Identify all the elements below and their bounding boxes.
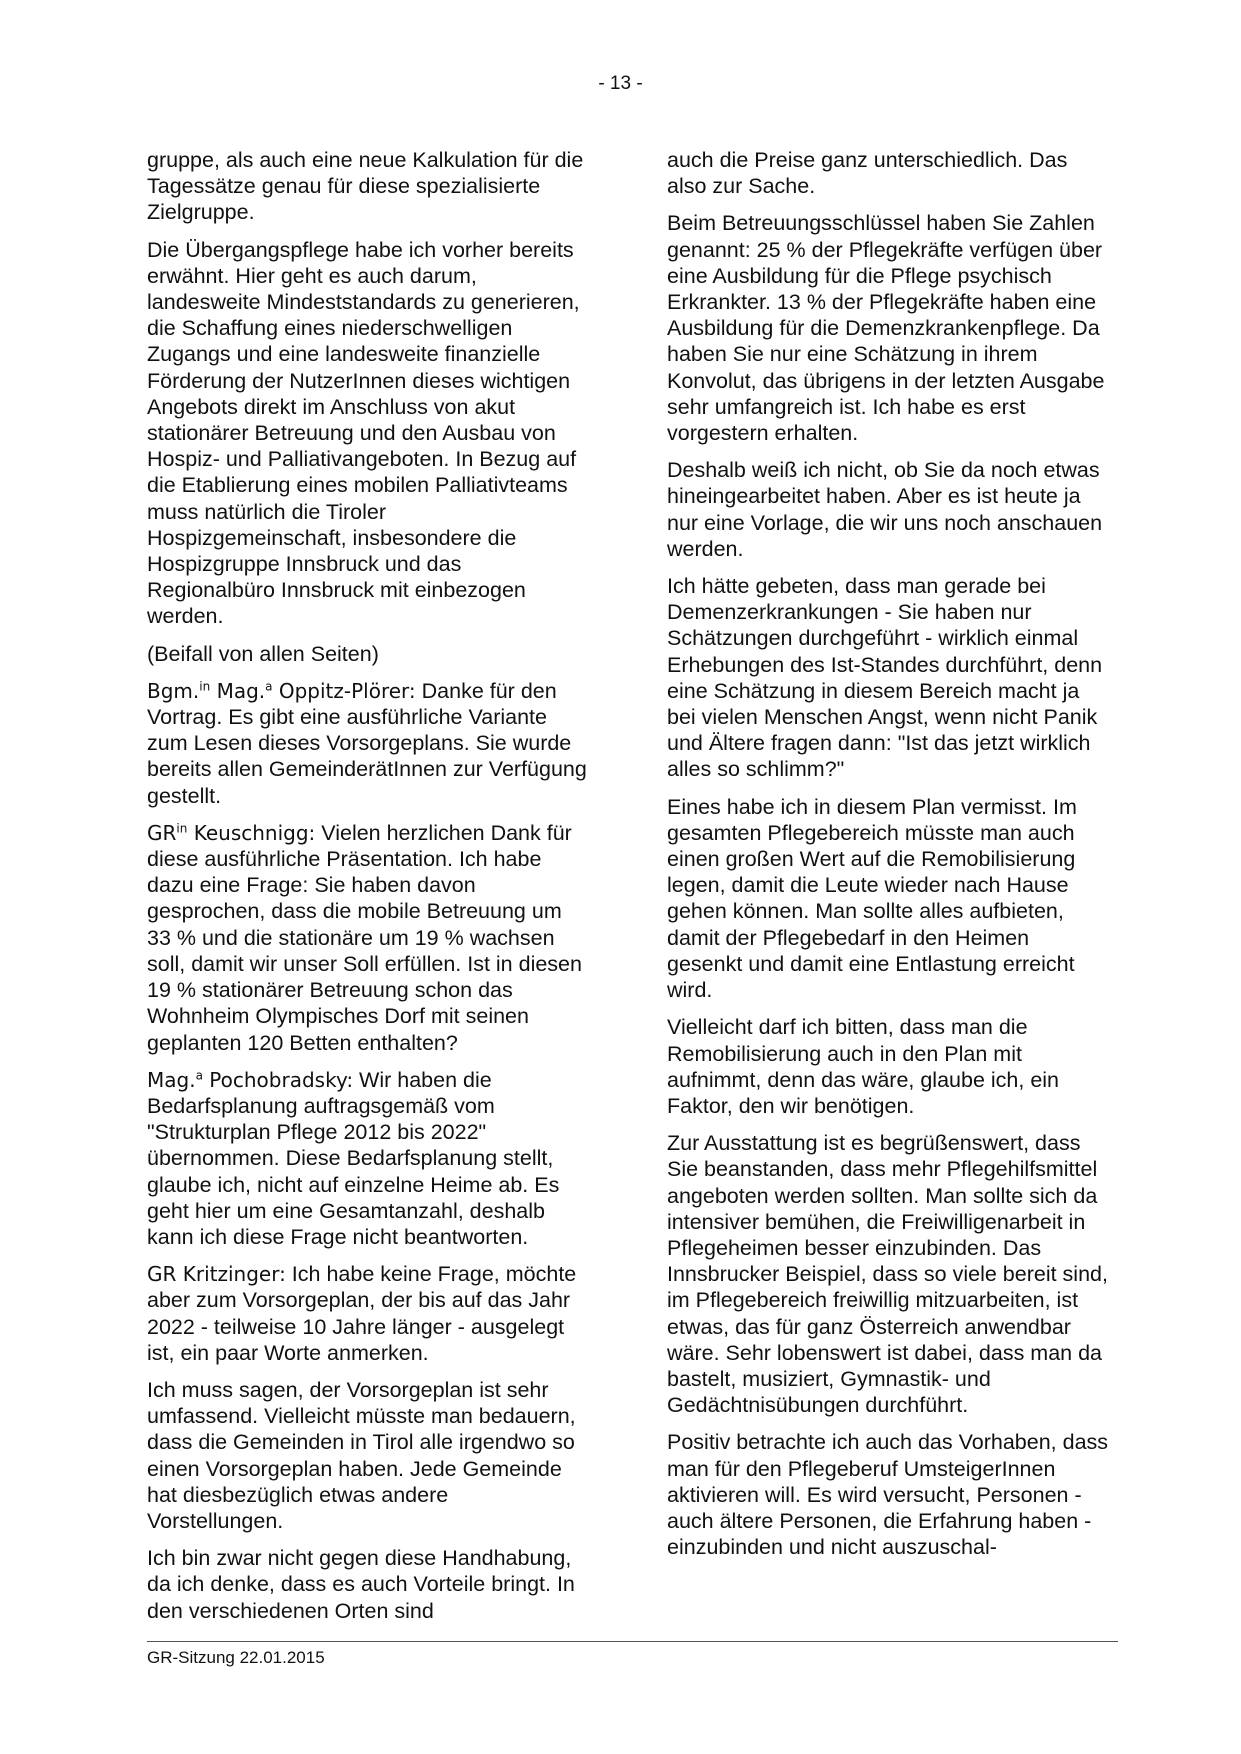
paragraph: Ich bin zwar nicht gegen diese Handhabung, da ich denke, dass es auch Vorteile bringt. In den verschiedenen Orten sind (147, 1546, 575, 1623)
speaker-name: $GR^{in}$ Keuschnigg: (147, 820, 316, 845)
paragraph: gruppe, als auch eine neue Kalkulation für die Tagessätze genau für diese spezialisierte Zielgruppe. (147, 148, 584, 225)
speech-text: Danke für den Vortrag. Es gibt eine ausführliche Variante zum Lesen dieses Vorsorgeplans. Sie wurde bereits allen GemeinderätInnen zur Verfügung gestellt. (147, 678, 587, 808)
paragraph: Vielleicht darf ich bitten, dass man die Remobilisierung auch in den Plan mit aufnimmt, denn das wäre, glaube ich, ein Faktor, den wir benötigen. (667, 1015, 1060, 1118)
footer-divider (147, 1641, 1118, 1642)
speaker-name: GR Kritzinger: (147, 1262, 286, 1287)
paragraph: Ich hätte gebeten, dass man gerade bei Demenzerkrankungen - Sie haben nur Schätzungen durchgeführt - wirklich einmal Erhebungen des Ist-Standes durchführt, denn eine Schätzung in diesem Bereich macht ja bei vielen Menschen Angst, wenn nicht Panik und Ältere fragen dann: "Ist das jetzt wirklich alles so schlimm?" (667, 574, 1103, 782)
speaker-name: Bgm.$^{in}$ Mag.$^a$ Oppitz-Plörer: (147, 678, 416, 703)
left-column (147, 147, 590, 1635)
paragraph: Ich muss sagen, der Vorsorgeplan ist sehr umfassend. Vielleicht müsste man bedauern, dass die Gemeinden in Tirol alle irgendwo so einen Vorsorgeplan haben. Jede Gemeinde hat diesbezüglich etwas andere Vorstellungen. (147, 1377, 576, 1533)
paragraph: Die Übergangspflege habe ich vorher bereits erwähnt. Hier geht es auch darum, landesweite Mindeststandards zu generieren, die Schaffung eines niederschwelligen Zugangs und eine landesweite finanzielle Förderung der NutzerInnen dieses wichtigen Angebots direkt im Anschluss von akut stationärer Betreuung und den Ausbau von Hospiz- und Palliativangeboten. In Bezug auf die Etablierung eines mobilen Palliativteams muss natürlich die Tiroler Hospizgemeinschaft, insbesondere die Hospizgruppe Innsbruck und das Regionalbüro Innsbruck mit einbezogen werden. (147, 237, 580, 629)
paragraph: Positiv betrachte ich auch das Vorhaben, dass man für den Pflegeberuf UmsteigerInnen aktivieren will. Es wird versucht, Personen - auch ältere Personen, die Erfahrung haben - einzubinden und nicht auszuschal- (667, 1430, 1109, 1560)
paragraph: Beim Betreuungsschlüssel haben Sie Zahlen genannt: 25 % der Pflegekräfte verfügen über eine Ausbildung für die Pflege psychisch Erkrankter. 13 % der Pflegekräfte haben eine Ausbildung für die Demenzkrankenpflege. Da haben Sie nur eine Schätzung in ihrem Konvolut, das übrigens in der letzten Ausgabe sehr umfangreich ist. Ich habe es erst vorgestern erhalten. (667, 211, 1105, 446)
paragraph: Zur Ausstattung ist es begrüßenswert, dass Sie beanstanden, dass mehr Pflegehilfsmittel angeboten werden sollten. Man sollte sich da intensiver bemühen, die Freiwilligenarbeit in Pflegeheimen besser einzubinden. Das Innsbrucker Beispiel, dass so viele bereit sind, im Pflegebereich freiwillig mitzuarbeiten, ist etwas, das für ganz Österreich anwendbar wäre. Sehr lobenswert ist dabei, dass man da bastelt, musiziert, Gymnastik- und Gedächtnisübungen durchführt. (667, 1131, 1108, 1418)
footer-session-date: GR-Sitzung 22.01.2015 (147, 1648, 325, 1667)
paragraph (147, 1261, 590, 1366)
speaker-name: Mag.$^a$ Pochobradsky: (147, 1067, 354, 1092)
speech-text: Vielen herzlichen Dank für diese ausführliche Präsentation. Ich habe dazu eine Frage: Sie haben davon gesprochen, dass die mobile Betreuung um 33 % und die stationäre um 19 % wachsen soll, damit wir unser Soll erfüllen. Ist in diesen 19 % stationärer Betreuung schon das Wohnheim Olympisches Dorf mit seinen geplanten 120 Betten enthalten? (147, 820, 582, 1055)
paragraph (147, 820, 590, 1056)
right-column (667, 147, 1110, 1571)
paragraph: Deshalb weiß ich nicht, ob Sie da noch etwas hineingearbeitet haben. Aber es ist heute ja nur eine Vorlage, die wir uns noch anschauen werden. (667, 458, 1103, 561)
paragraph: Eines habe ich in diesem Plan vermisst. Im gesamten Pflegebereich müsste man auch einen großen Wert auf die Remobilisierung legen, damit die Leute wieder nach Hause gehen können. Man sollte alles aufbieten, damit der Pflegebedarf in den Heimen gesenkt und damit eine Entlastung erreicht wird. (667, 794, 1077, 1003)
speech-text: Ich habe keine Frage, möchte aber zum Vorsorgeplan, der bis auf das Jahr 2022 - teilweise 10 Jahre länger - ausgelegt ist, ein paar Worte anmerken. (147, 1262, 577, 1365)
paragraph: (Beifall von allen Seiten) (147, 641, 379, 666)
paragraph: auch die Preise ganz unterschiedlich. Das also zur Sache. (667, 148, 1068, 199)
paragraph (147, 1067, 590, 1250)
page-number: - 13 - (598, 73, 643, 94)
paragraph (147, 678, 590, 809)
speech-text: Wir haben die Bedarfsplanung auftragsgemäß vom "Strukturplan Pflege 2012 bis 2022" übernommen. Diese Bedarfsplanung stellt, glaube ich, nicht auf einzelne Heime ab. Es geht hier um eine Gesamtanzahl, deshalb kann ich diese Frage nicht beantworten. (147, 1067, 560, 1249)
